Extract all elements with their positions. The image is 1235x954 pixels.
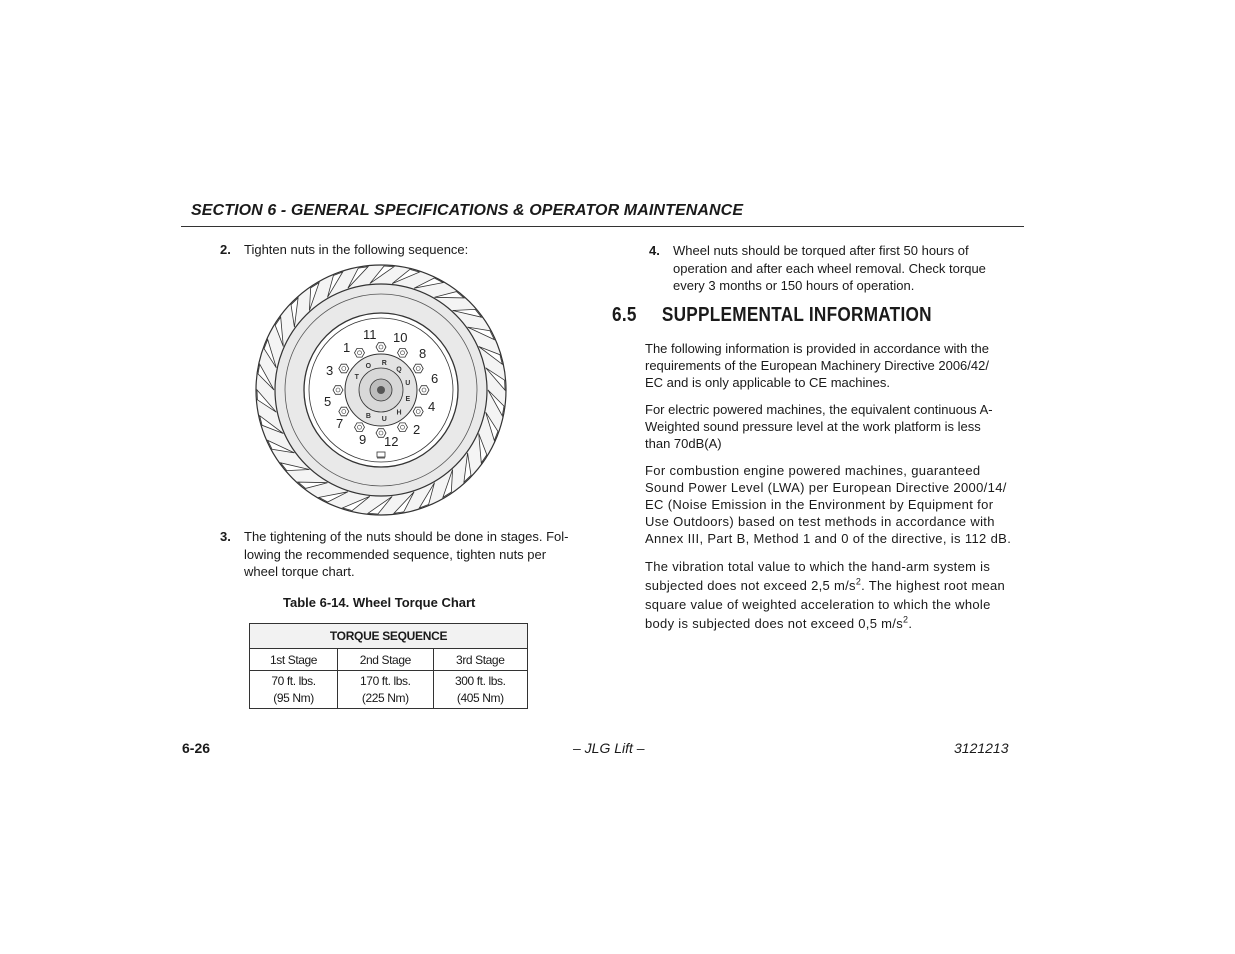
text-run: . The highest root mean bbox=[861, 578, 1006, 593]
lug-nut bbox=[413, 364, 423, 373]
step-text-line: The tightening of the nuts should be done in stages. Fol- bbox=[244, 529, 569, 544]
lug-nut bbox=[339, 407, 349, 416]
text-run: subjected does not exceed 2,5 m/s bbox=[645, 578, 856, 593]
document-number: 3121213 bbox=[954, 740, 1009, 756]
step-text-line: wheel torque chart. bbox=[244, 564, 355, 579]
paragraph-line: Weighted sound pressure level at the work platform is less bbox=[645, 419, 981, 434]
lug-nut bbox=[333, 386, 343, 395]
torque-nm: (405 Nm) bbox=[456, 690, 504, 705]
seq-label-1: 1 bbox=[343, 340, 351, 355]
torque-ftlbs: 170 ft. lbs. bbox=[360, 673, 411, 688]
wheel-nut-sequence-figure bbox=[253, 262, 509, 518]
seq-label-10: 10 bbox=[393, 330, 408, 345]
hub-letter: T bbox=[354, 374, 359, 381]
paragraph-line: For combustion engine powered machines, guaranteed bbox=[645, 463, 981, 478]
seq-label-4: 4 bbox=[428, 399, 436, 414]
torque-value-cell bbox=[338, 671, 433, 709]
step-number: 4. bbox=[649, 243, 660, 258]
seq-label-9: 9 bbox=[359, 432, 367, 447]
lug-nut bbox=[419, 386, 429, 395]
torque-nm: (95 Nm) bbox=[273, 690, 314, 705]
valve-stem-icon bbox=[377, 452, 385, 458]
paragraph-line bbox=[645, 576, 1025, 595]
paragraph-line: Use Outdoors) based on test methods in accordance with bbox=[645, 514, 995, 529]
text-run: . bbox=[908, 616, 913, 631]
torque-value-cell bbox=[433, 671, 527, 709]
lug-nut bbox=[398, 423, 408, 432]
stage-label: 3rd Stage bbox=[433, 649, 527, 671]
hub-letter: H bbox=[396, 409, 402, 417]
paragraph-line: Sound Power Level (LWA) per European Directive 2000/14/ bbox=[645, 480, 1007, 495]
header-rule bbox=[181, 226, 1024, 227]
wheel-torque-table bbox=[249, 623, 528, 709]
seq-label-8: 8 bbox=[419, 346, 427, 361]
hub-letter: O bbox=[365, 363, 372, 370]
stage-label: 1st Stage bbox=[250, 649, 338, 671]
table-caption: Table 6-14. Wheel Torque Chart bbox=[283, 595, 476, 610]
seq-label-2: 2 bbox=[413, 422, 421, 437]
lug-nut bbox=[355, 423, 365, 432]
section-title: SUPPLEMENTAL INFORMATION bbox=[661, 304, 932, 326]
torque-nm: (225 Nm) bbox=[361, 690, 409, 705]
superscript: 2 bbox=[903, 614, 909, 625]
step-text: Tighten nuts in the following sequence: bbox=[244, 242, 469, 257]
paragraph-vibration bbox=[645, 557, 1025, 633]
lug-nut bbox=[413, 407, 423, 416]
step-text-line: every 3 months or 150 hours of operation. bbox=[673, 278, 915, 293]
paragraph-line bbox=[645, 614, 1025, 633]
lug-nut bbox=[339, 364, 349, 373]
seq-label-5: 5 bbox=[324, 394, 332, 409]
step-number: 3. bbox=[220, 529, 231, 544]
step-text-line: lowing the recommended sequence, tighten nuts per bbox=[244, 546, 547, 562]
supplemental-heading bbox=[612, 304, 932, 327]
hub-letter: Q bbox=[396, 366, 402, 374]
section-header: SECTION 6 - GENERAL SPECIFICATIONS & OPERATOR MAINTENANCE bbox=[191, 202, 744, 219]
hub-letter: B bbox=[365, 413, 371, 420]
paragraph-line: The vibration total value to which the hand-arm system is bbox=[645, 559, 991, 574]
paragraph-line: than 70dB(A) bbox=[645, 436, 722, 451]
step-4 bbox=[649, 242, 1029, 296]
paragraph-line: EC and is only applicable to CE machines. bbox=[645, 375, 890, 390]
torque-value-cell bbox=[250, 671, 338, 709]
seq-label-3: 3 bbox=[326, 363, 334, 378]
paragraph-line: Annex III, Part B, Method 1 and 0 of the directive, is 112 dB. bbox=[645, 531, 1012, 546]
step-3 bbox=[220, 528, 600, 582]
paragraph-line: requirements of the European Machinery Directive 2006/42/ bbox=[645, 358, 989, 373]
paragraph-directive bbox=[645, 340, 1025, 391]
seq-label-12: 12 bbox=[384, 434, 399, 449]
paragraph-line: EC (Noise Emission in the Environment by Equipment for bbox=[645, 497, 994, 512]
paragraph-line: square value of weighted acceleration to which the whole bbox=[645, 597, 991, 612]
stage-label: 2nd Stage bbox=[338, 649, 433, 671]
hub-letter: R bbox=[381, 360, 387, 368]
paragraph-electric bbox=[645, 401, 1025, 452]
seq-label-11: 11 bbox=[363, 327, 377, 342]
step-number: 2. bbox=[220, 242, 231, 257]
section-number: 6.5 bbox=[612, 304, 637, 326]
hub-letter: U bbox=[381, 415, 387, 423]
paragraph-combustion bbox=[645, 462, 1025, 547]
lug-nut bbox=[398, 348, 408, 357]
step-text-line: operation and after each wheel removal. Check torque bbox=[673, 260, 986, 276]
torque-ftlbs: 300 ft. lbs. bbox=[454, 673, 506, 688]
step-2 bbox=[220, 241, 600, 259]
step-text-line: Wheel nuts should be torqued after first 50 hours of bbox=[673, 243, 969, 258]
paragraph-line: For electric powered machines, the equivalent continuous A- bbox=[645, 402, 993, 417]
footer-brand: – JLG Lift – bbox=[573, 740, 645, 756]
text-run: body is subjected does not exceed 0,5 m/s bbox=[645, 616, 904, 631]
hub-letter: U bbox=[405, 380, 411, 387]
hub-letter: E bbox=[405, 396, 411, 403]
seq-label-7: 7 bbox=[336, 416, 344, 431]
page-number: 6-26 bbox=[182, 740, 211, 756]
lug-nut bbox=[355, 348, 365, 357]
table-header: TORQUE SEQUENCE bbox=[250, 624, 528, 649]
seq-label-6: 6 bbox=[431, 371, 439, 386]
lug-nut bbox=[376, 343, 386, 352]
paragraph-line: The following information is provided in accordance with the bbox=[645, 341, 989, 356]
superscript: 2 bbox=[855, 576, 862, 587]
torque-ftlbs: 70 ft. lbs. bbox=[271, 673, 316, 688]
